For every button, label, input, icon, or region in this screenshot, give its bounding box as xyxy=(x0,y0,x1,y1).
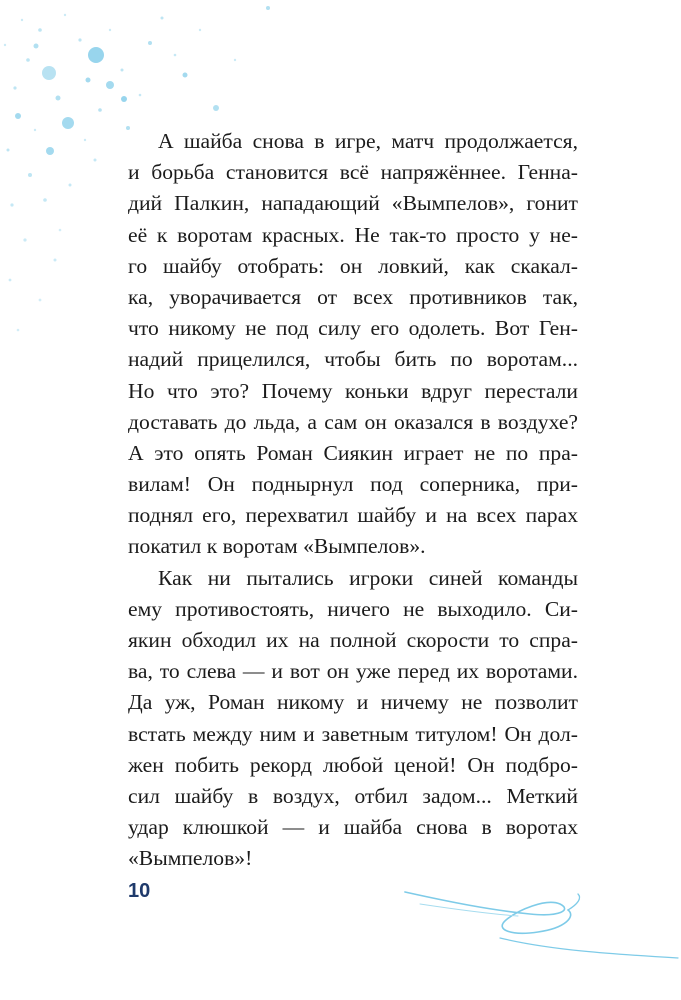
body-text xyxy=(128,126,578,875)
text-line: встать между ним и заветным титулом! Он дол- xyxy=(128,721,578,746)
text-line: Да уж, Роман никому и ничему не позволит xyxy=(128,690,578,715)
text-line: Но что это? Почему коньки вдруг перестали xyxy=(128,378,578,403)
text-line: А шайба снова в игре, матч продолжается, xyxy=(158,129,578,153)
text-line: вилам! Он поднырнул под соперника, при- xyxy=(128,472,578,497)
text-line: удар клюшкой — и шайба снова в воротах xyxy=(128,815,578,840)
text-line: Как ни пытались игроки синей команды xyxy=(158,565,578,590)
text-line: покатил к воротам «Вымпелов». xyxy=(128,534,426,559)
text-line: её к воротам красных. Не так-то просто у не- xyxy=(128,222,578,247)
text-line: жен побить рекорд любой ценой! Он подбро- xyxy=(128,752,578,777)
text-line: ка, уворачивается от всех противников так, xyxy=(128,284,578,309)
text-line: ва, то слева — и вот он уже перед их воротами. xyxy=(128,659,578,684)
paragraph-2 xyxy=(128,563,578,875)
text-line: «Вымпелов»! xyxy=(128,846,253,871)
text-line: А это опять Роман Сиякин играет не по пра- xyxy=(128,440,578,465)
text-line: дий Палкин, нападающий «Вымпелов», гонит xyxy=(128,191,578,216)
text-line: сил шайбу в воздух, отбил задом... Меткий xyxy=(128,783,578,808)
text-line: го шайбу отобрать: он ловкий, как скакал- xyxy=(128,253,578,278)
page-number: 10 xyxy=(128,880,151,902)
text-line: якин обходил их на полной скорости то спра- xyxy=(128,628,578,652)
text-line: что никому не под силу его одолеть. Вот Ген- xyxy=(128,316,578,341)
text-line: поднял его, перехватил шайбу и на всех парах xyxy=(128,503,578,528)
text-line: надий прицелился, чтобы бить по воротам... xyxy=(128,347,578,372)
paragraph-1 xyxy=(128,126,578,563)
text-line: ему противостоять, ничего не выходило. Си- xyxy=(128,596,578,621)
swirl-line-decoration xyxy=(400,880,681,980)
text-line: доставать до льда, а сам он оказался в воздухе? xyxy=(128,409,578,434)
text-line: и борьба становится всё напряжённее. Генна- xyxy=(128,160,578,185)
